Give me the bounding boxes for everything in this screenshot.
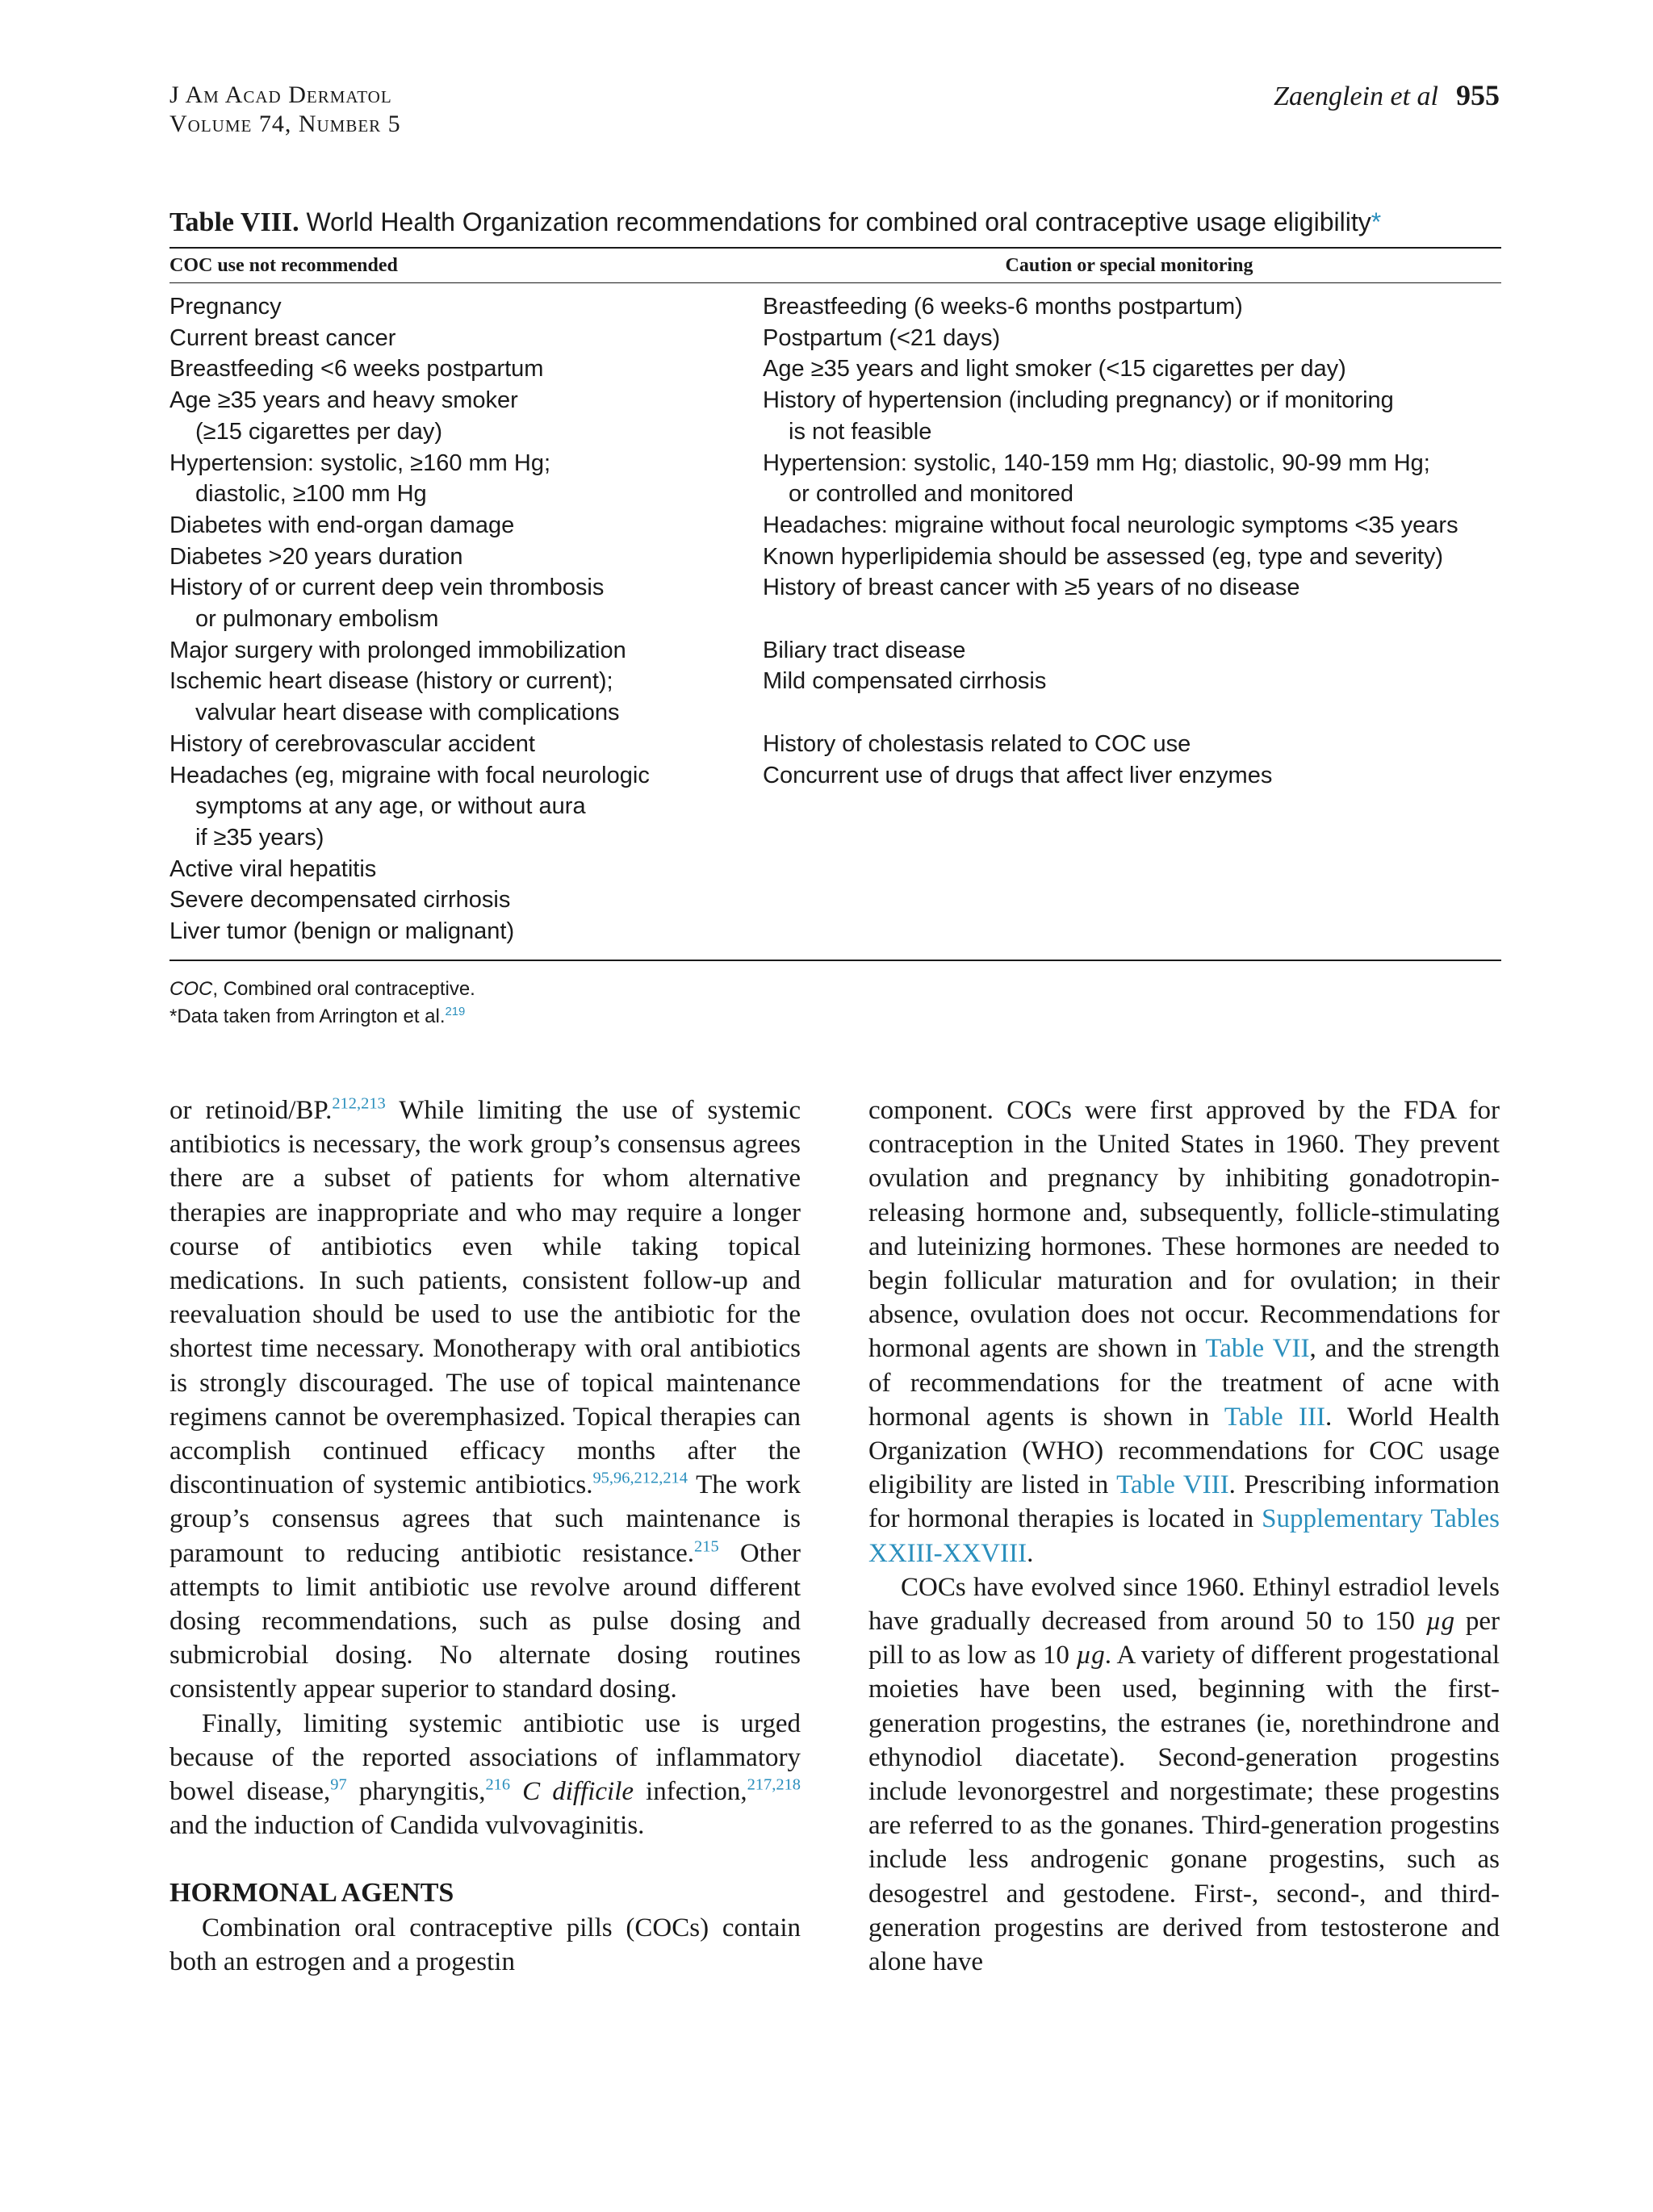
text-run: and the induction of Candida vulvovaginitis. bbox=[169, 1811, 645, 1841]
unit-microgram: µg bbox=[1425, 1607, 1455, 1637]
text-run: or retinoid/BP. bbox=[169, 1096, 333, 1125]
table-cell bbox=[169, 760, 650, 854]
table-cell: Biliary tract disease bbox=[763, 637, 966, 663]
text-run: . A variety of different progestational moieties have been used, beginning with the first-generation progestins, the estranes (ie, norethindrone and ethynodiol diacetate). Second-generation progestins include levonorgestrel and norgestimate; these progestins are referred to as the gonanes. Third-generation progestins include less androgenic gonane progestins, such as desogestrel and gestodene. First-, second-, and third-generation progestins are derived from testosterone and alone have bbox=[868, 1641, 1500, 1977]
table-cell: Major surgery with prolonged immobilization bbox=[169, 637, 626, 663]
table-cell: Current breast cancer bbox=[169, 324, 396, 351]
journal-citation bbox=[169, 81, 401, 139]
body-column-left bbox=[169, 1093, 801, 1979]
table-cell bbox=[763, 448, 1430, 510]
table-body bbox=[169, 283, 1501, 960]
table-cell: Breastfeeding (6 weeks-6 months postpartum) bbox=[763, 294, 1243, 320]
table-cell: Liver tumor (benign or malignant) bbox=[169, 918, 515, 944]
table-cell-line: Headaches (eg, migraine with focal neurologic bbox=[169, 762, 650, 788]
table-cell bbox=[169, 385, 518, 447]
table-cell-line: Ischemic heart disease (history or current); bbox=[169, 668, 613, 695]
journal-name: J Am Acad Dermatol bbox=[169, 82, 392, 108]
table-cell bbox=[763, 385, 1394, 447]
table-cell: History of cerebrovascular accident bbox=[169, 730, 535, 757]
table-cell bbox=[169, 666, 619, 728]
table-cell: History of breast cancer with ≥5 years of no disease bbox=[763, 575, 1300, 601]
table-column-headers bbox=[169, 249, 1501, 282]
citation-link[interactable]: 216 bbox=[485, 1775, 511, 1794]
text-run: COCs have evolved since 1960. Ethinyl estradiol levels have gradually decreased from around 50 to 150 bbox=[868, 1572, 1500, 1637]
table-cell: Pregnancy bbox=[169, 294, 282, 320]
table-cell: Diabetes with end-organ damage bbox=[169, 512, 515, 538]
citation-link[interactable]: 212,213 bbox=[332, 1094, 386, 1113]
unit-microgram: µg bbox=[1076, 1641, 1105, 1670]
table-cell: History of cholestasis related to COC use bbox=[763, 730, 1191, 757]
table-cell-line: is not feasible bbox=[789, 418, 932, 445]
body-column-right bbox=[868, 1093, 1500, 1979]
text-run: , and the strength of recommendations for the treatment of acne with hormonal agents is shown in bbox=[868, 1334, 1500, 1432]
text-run: . Prescribing information for hormonal therapies is located in bbox=[868, 1470, 1500, 1534]
table-caption bbox=[169, 206, 1501, 239]
paragraph: Combination oral contraceptive pills (COCs) contain both an estrogen and a progestin bbox=[169, 1913, 801, 1976]
running-header bbox=[169, 81, 1500, 145]
table-cell-line: diastolic, ≥100 mm Hg bbox=[195, 481, 427, 508]
page-number: 955 bbox=[1456, 79, 1500, 111]
journal-volume: Volume 74, Number 5 bbox=[169, 111, 401, 137]
table-cell-line: Age ≥35 years and heavy smoker bbox=[169, 387, 518, 414]
table-cell: Known hyperlipidemia should be assessed (eg, type and severity) bbox=[763, 543, 1444, 570]
table-cell-line: if ≥35 years) bbox=[195, 824, 324, 851]
paragraph bbox=[868, 1570, 1500, 1979]
text-run: . World Health Organization (WHO) recommendations for COC usage eligibility are listed in bbox=[868, 1402, 1500, 1500]
table-cell: Postpartum (<21 days) bbox=[763, 324, 1001, 351]
column-header-caution: Caution or special monitoring bbox=[1005, 255, 1253, 276]
table-cell-line: History of or current deep vein thrombosis bbox=[169, 575, 605, 601]
supplementary-tables-link[interactable]: Supplementary Tables XXIII-XXVIII bbox=[868, 1504, 1500, 1568]
table-cell: Breastfeeding <6 weeks postpartum bbox=[169, 356, 544, 383]
text-run: component. COCs were first approved by the FDA for contraception in the United States in 1960. They prevent ovulation and pregnancy by inhibiting gonadotropin-releasing hormone and, subsequently, follicle-stimulating and luteinizing hormones. These hormones are needed to begin follicular maturation and for ovulation; in their absence, ovulation does not occur. Recommendations for hormonal agents are shown in bbox=[868, 1096, 1500, 1364]
table-cell-line: (≥15 cigarettes per day) bbox=[195, 418, 443, 445]
text-run: Other attempts to limit antibiotic use revolve around different dosing recommendations, such as pulse dosing and submicrobial dosing. No alternate dosing routines consistently appear superior to standard dosing. bbox=[169, 1538, 801, 1704]
table-cell: Severe decompensated cirrhosis bbox=[169, 887, 511, 914]
section-heading: HORMONAL AGENTS bbox=[169, 1878, 454, 1909]
footnote-abbreviation bbox=[169, 976, 1501, 1003]
header-right bbox=[1274, 81, 1500, 111]
table-cell: Diabetes >20 years duration bbox=[169, 543, 463, 570]
column-header-not-recommended: COC use not recommended bbox=[169, 255, 398, 276]
table-cell bbox=[169, 572, 604, 634]
text-run: per pill to as low as 10 bbox=[868, 1607, 1500, 1670]
footnote-data-source bbox=[169, 1003, 1501, 1031]
table-cell-line: valvular heart disease with complications bbox=[195, 700, 620, 726]
text-run: . bbox=[1027, 1538, 1034, 1568]
table-cell-line: symptoms at any age, or without aura bbox=[195, 793, 586, 820]
running-authors: Zaenglein et al bbox=[1274, 82, 1438, 111]
table-iii-link[interactable]: Table III bbox=[1224, 1402, 1325, 1432]
table-title-footnote-link[interactable]: * bbox=[1371, 207, 1382, 236]
table-cell: Headaches: migraine without focal neurologic symptoms <35 years bbox=[763, 512, 1458, 538]
table-viii-link[interactable]: Table VIII bbox=[1116, 1470, 1229, 1500]
table-footnotes bbox=[169, 961, 1501, 1031]
table-cell-line: History of hypertension (including pregnancy) or if monitoring bbox=[763, 387, 1394, 414]
table-cell: Concurrent use of drugs that affect liver enzymes bbox=[763, 762, 1273, 788]
table-cell: Age ≥35 years and light smoker (<15 cigarettes per day) bbox=[763, 356, 1346, 383]
table-vii-link[interactable]: Table VII bbox=[1205, 1334, 1310, 1364]
table-cell-line: Hypertension: systolic, 140-159 mm Hg; diastolic, 90-99 mm Hg; bbox=[763, 450, 1430, 476]
table-viii bbox=[169, 206, 1501, 1031]
paragraph bbox=[169, 1707, 801, 1843]
table-cell: Mild compensated cirrhosis bbox=[763, 668, 1047, 695]
table-label: Table VIII. bbox=[169, 207, 299, 237]
section-spacer bbox=[169, 1842, 801, 1876]
paragraph bbox=[169, 1093, 801, 1707]
footnote-abbr-definition: , Combined oral contraceptive. bbox=[212, 978, 475, 1000]
table-title: World Health Organization recommendations for combined oral contraceptive usage eligibility bbox=[306, 207, 1371, 236]
text-run: pharyngitis, bbox=[346, 1777, 486, 1807]
text-run: Finally, limiting systemic antibiotic use is urged because of the reported associations of inflammatory bowel disease, bbox=[169, 1708, 801, 1807]
footnote-data-text: *Data taken from Arrington et al. bbox=[169, 1006, 446, 1027]
footnote-abbr-term: COC bbox=[169, 978, 213, 1000]
text-run: The work group’s consensus agrees that such maintenance is paramount to reducing antibiotic resistance. bbox=[169, 1470, 801, 1568]
citation-link[interactable]: 217,218 bbox=[747, 1775, 801, 1794]
text-run: While limiting the use of systemic antibiotics is necessary, the work group’s consensus agrees there are a subset of patients for whom alternative therapies are inappropriate and who may require a longer course of antibiotics even while taking topical medications. In such patients, consistent follow-up and reevaluation should be used to use the antibiotic for the shortest time necessary. Monotherapy with oral antibiotics is strongly discouraged. The use of topical maintenance regimens cannot be overemphasized. Topical therapies can accomplish continued efficacy months after the discontinuation of systemic antibiotics. bbox=[169, 1096, 801, 1500]
citation-link[interactable]: 219 bbox=[445, 1006, 466, 1019]
table-cell: Active viral hepatitis bbox=[169, 855, 377, 882]
citation-link[interactable]: 97 bbox=[330, 1775, 347, 1794]
table-cell-line: or pulmonary embolism bbox=[195, 606, 439, 632]
table-cell-line: Hypertension: systolic, ≥160 mm Hg; bbox=[169, 450, 551, 476]
table-cell-line: or controlled and monitored bbox=[789, 481, 1074, 508]
text-run: infection, bbox=[634, 1777, 747, 1807]
citation-link[interactable]: 215 bbox=[694, 1537, 719, 1556]
paragraph bbox=[868, 1093, 1500, 1570]
table-cell bbox=[169, 448, 550, 510]
citation-link[interactable]: 95,96,212,214 bbox=[592, 1469, 688, 1487]
italic-term: C difficile bbox=[522, 1777, 634, 1807]
